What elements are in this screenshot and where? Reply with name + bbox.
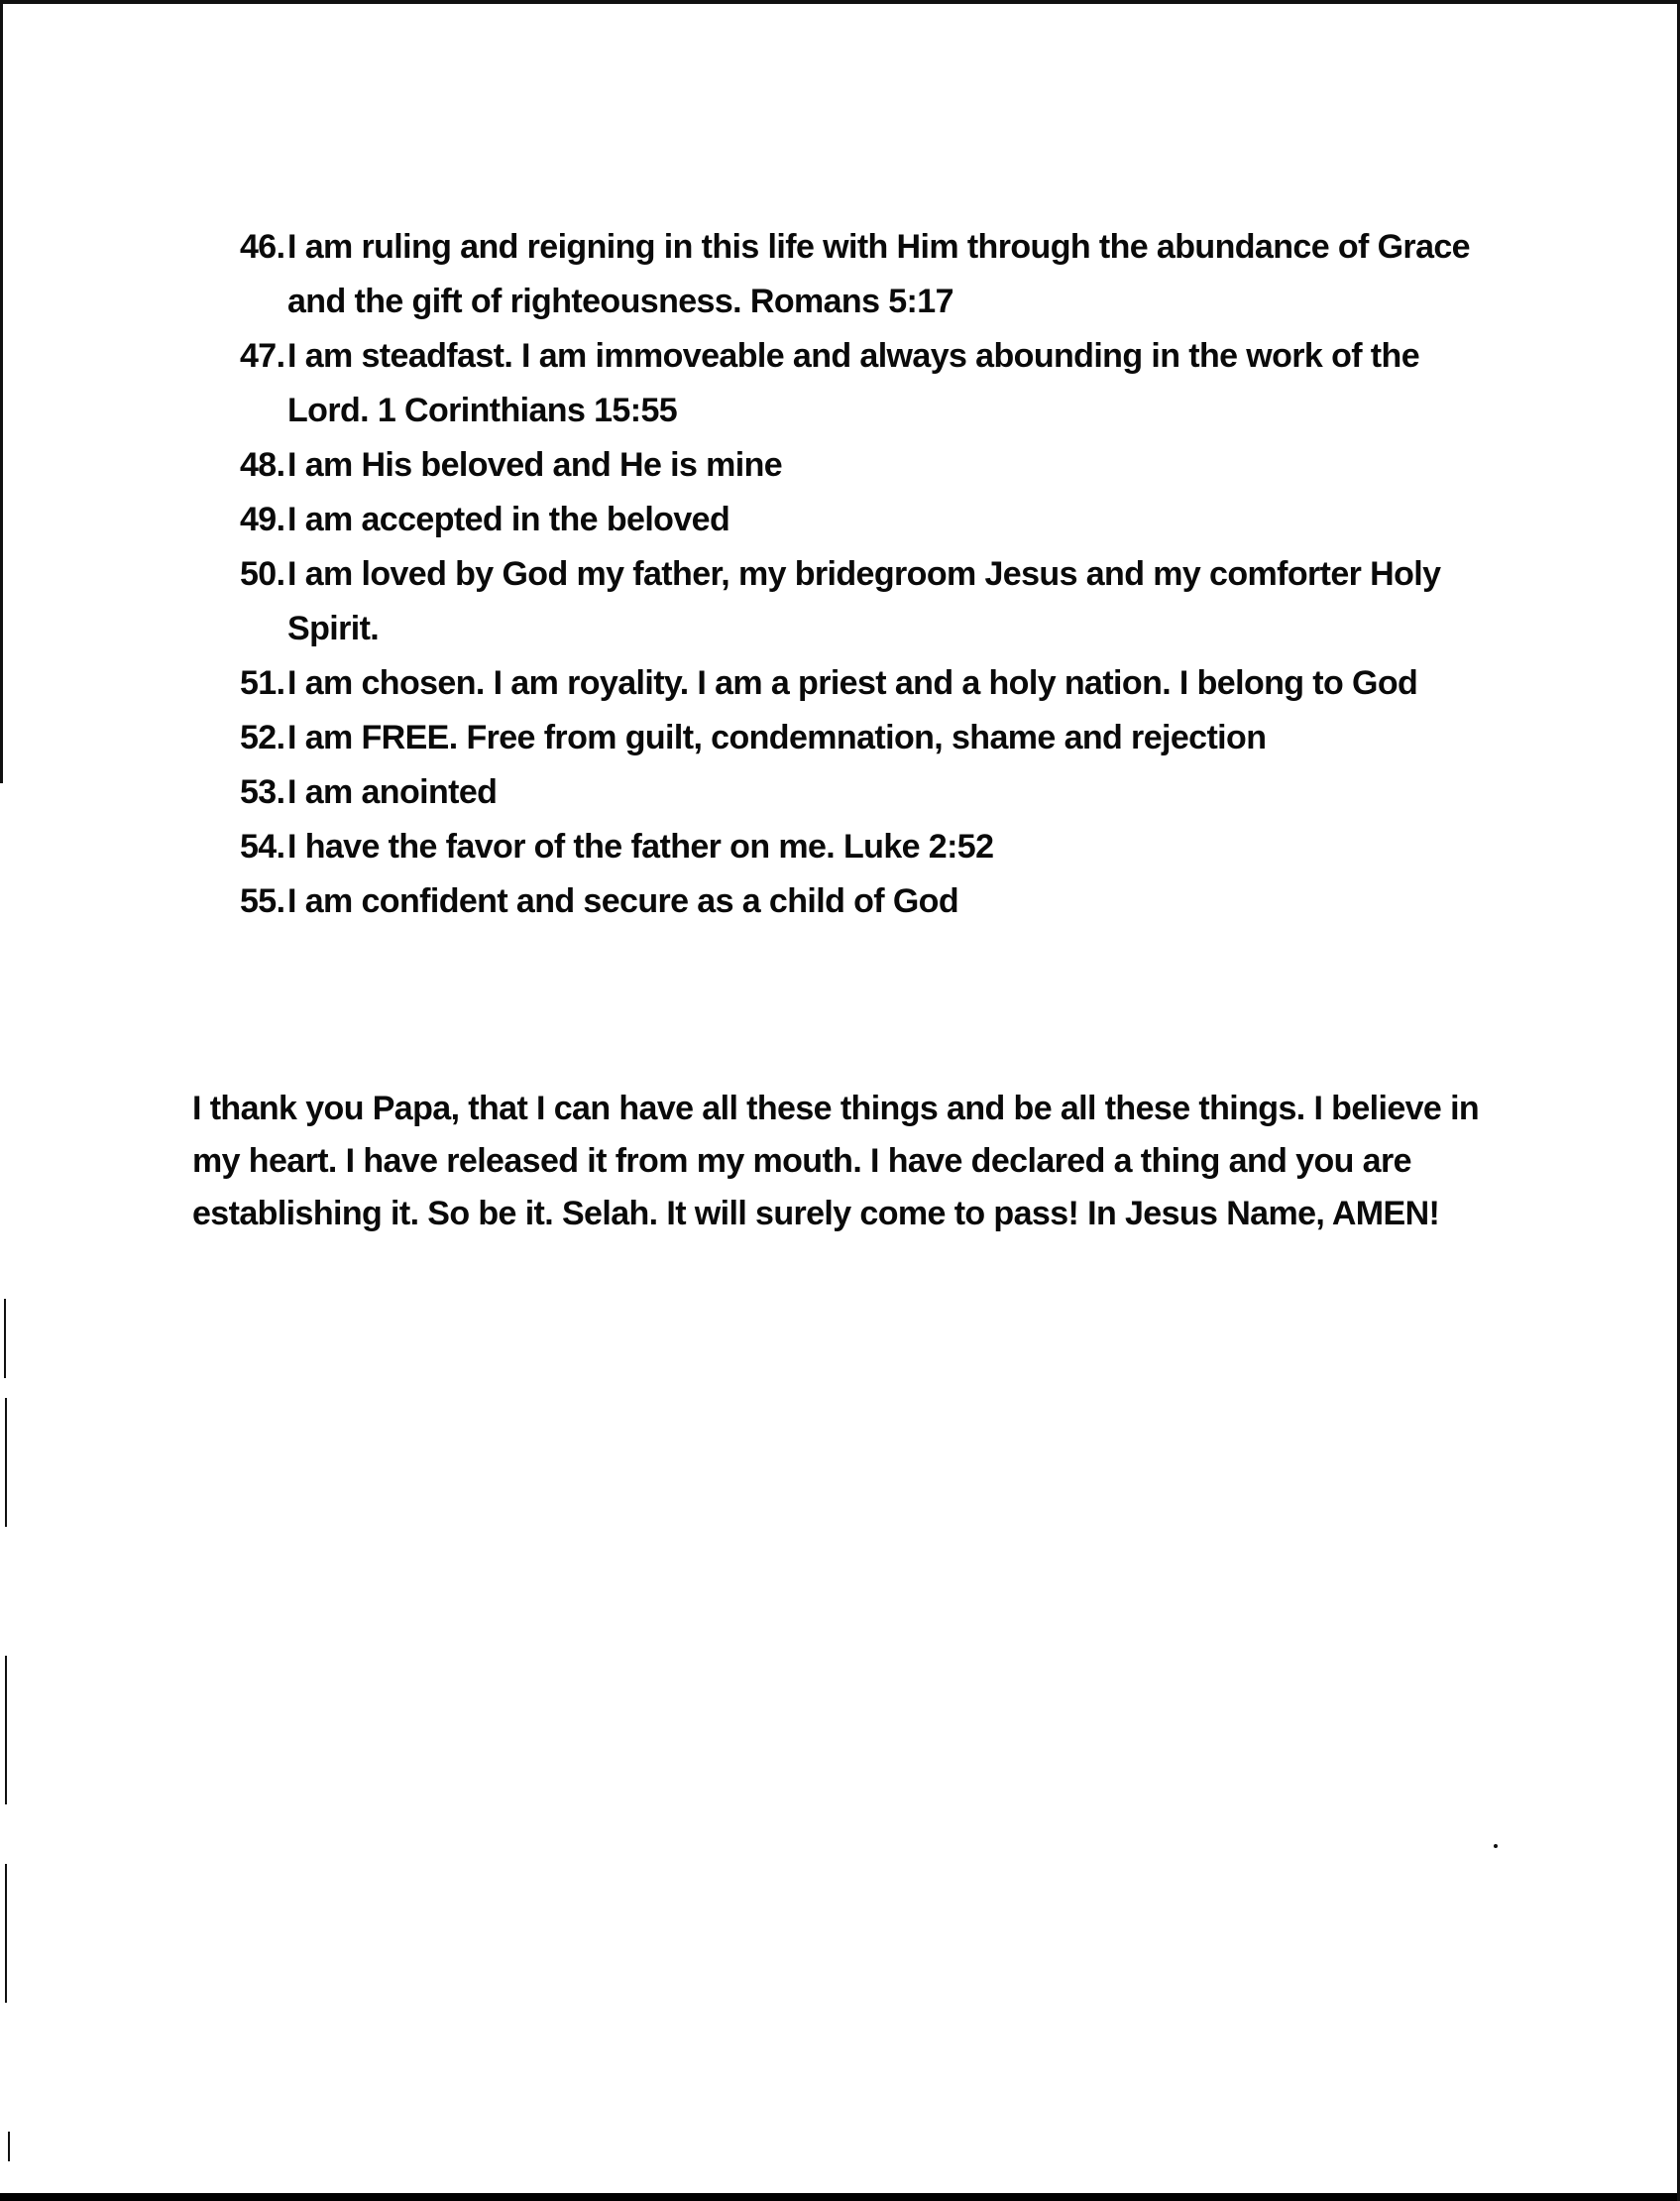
list-item (240, 874, 1489, 929)
item-number: 53. (240, 773, 285, 811)
item-text: I am confident and secure as a child of God (287, 882, 959, 920)
item-number: 46. (240, 228, 285, 266)
affirmation-list (240, 220, 1489, 929)
scan-edge-left (4, 1299, 6, 1378)
list-item (240, 220, 1489, 329)
item-text: I am loved by God my father, my bridegroom Jesus and my comforter Holy Spirit. (287, 555, 1441, 647)
item-text: I am accepted in the beloved (287, 501, 730, 538)
item-text: I am His beloved and He is mine (287, 446, 783, 484)
list-item (240, 820, 1489, 874)
item-number: 47. (240, 337, 285, 375)
scan-edge-left (5, 1864, 7, 2003)
item-number: 49. (240, 501, 285, 538)
closing-prayer: I thank you Papa, that I can have all these things and be all these things. I believe in my heart. I have released it from my mouth. I have declared a thing and you are establishing it. So be it. Selah. It will surely come to pass! In Jesus Name, AMEN! (192, 1090, 1480, 1232)
scan-edge-left (8, 2132, 10, 2161)
list-item (240, 493, 1489, 547)
list-item (240, 438, 1489, 493)
item-text: I am steadfast. I am immoveable and always abounding in the work of the Lord. 1 Corinthians 15:55 (287, 337, 1420, 429)
list-item (240, 547, 1489, 656)
item-number: 48. (240, 446, 285, 484)
item-text: I have the favor of the father on me. Luke 2:52 (287, 828, 994, 866)
item-text: I am ruling and reigning in this life with Him through the abundance of Grace and the gift of righteousness. Romans 5:17 (287, 228, 1470, 320)
item-number: 52. (240, 719, 285, 756)
list-item (240, 656, 1489, 711)
scan-edge-left (5, 1398, 7, 1527)
item-text: I am FREE. Free from guilt, condemnation, shame and rejection (287, 719, 1267, 756)
item-text: I am anointed (287, 773, 498, 811)
item-number: 55. (240, 882, 285, 920)
list-item (240, 329, 1489, 438)
item-text: I am chosen. I am royality. I am a priest and a holy nation. I belong to God (287, 664, 1418, 702)
item-number: 54. (240, 828, 285, 866)
scan-edge-left (0, 0, 3, 783)
scan-edge-top (0, 0, 1680, 4)
item-number: 50. (240, 555, 285, 593)
list-item (240, 765, 1489, 820)
item-number: 51. (240, 664, 285, 702)
scan-edge-bottom (0, 2193, 1680, 2201)
list-item (240, 711, 1489, 765)
scan-edge-left (5, 1656, 7, 1804)
scan-speck (1494, 1844, 1498, 1848)
